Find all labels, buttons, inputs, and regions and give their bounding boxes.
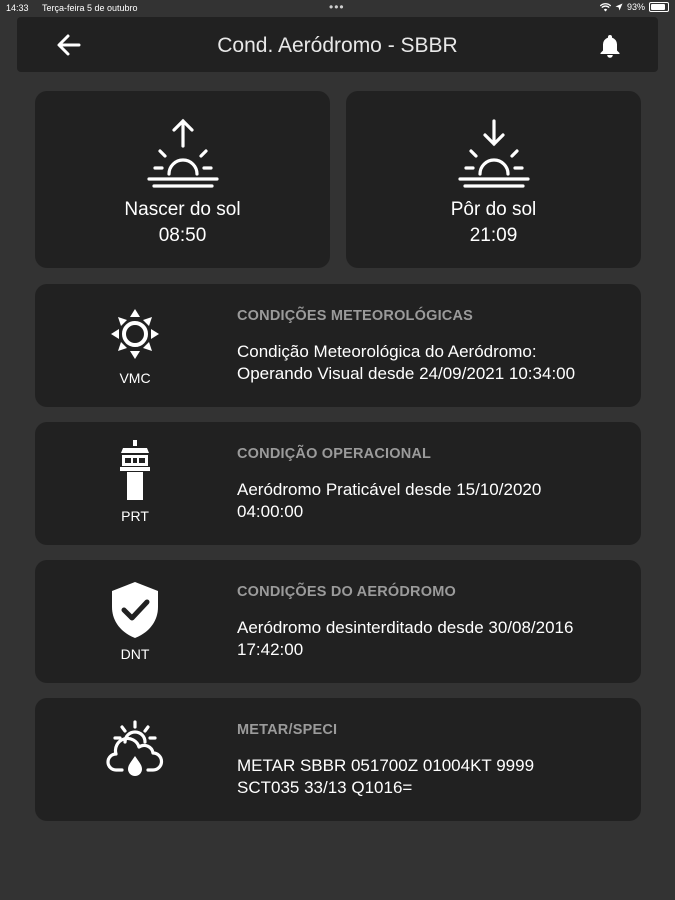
sun-icon xyxy=(108,306,162,362)
meteorological-conditions-card[interactable] xyxy=(35,284,641,407)
card-code: VMC xyxy=(119,370,151,386)
battery-percent: 93% xyxy=(626,2,645,12)
battery-icon xyxy=(649,2,669,12)
status-time: 14:33 xyxy=(6,3,29,13)
page-title: Cond. Aeródromo - SBBR xyxy=(217,34,458,57)
card-icon-area xyxy=(95,444,175,534)
operational-condition-card[interactable] xyxy=(35,422,641,545)
sunrise-label: Nascer do sol xyxy=(124,199,241,220)
metar-speci-card[interactable] xyxy=(35,698,641,821)
card-code: PRT xyxy=(121,508,149,524)
sunset-card xyxy=(346,91,641,268)
control-tower-icon xyxy=(108,440,162,502)
sunset-label: Pôr do sol xyxy=(450,199,537,220)
sunrise-time: 08:50 xyxy=(158,225,207,246)
card-body: Condição Meteorológica do Aeródromo: Operando Visual desde 24/09/2021 10:34:00 xyxy=(237,342,576,383)
multitask-dots[interactable]: ••• xyxy=(329,0,345,14)
card-icon-area xyxy=(95,582,175,672)
card-heading: METAR/SPECI xyxy=(237,722,338,738)
card-heading: CONDIÇÕES DO AERÓDROMO xyxy=(237,584,456,600)
shield-check-icon xyxy=(108,580,162,640)
card-heading: CONDIÇÃO OPERACIONAL xyxy=(237,446,432,462)
card-body: Aeródromo desinterditado desde 30/08/2016 17:42:00 xyxy=(237,618,574,659)
sunrise-icon xyxy=(146,116,220,188)
card-heading: CONDIÇÕES METEOROLÓGICAS xyxy=(237,308,474,324)
status-indicators xyxy=(600,2,669,12)
sunset-time: 21:09 xyxy=(469,225,518,246)
status-date: Terça-feira 5 de outubro xyxy=(42,3,138,13)
app-header xyxy=(17,17,658,72)
card-body: METAR SBBR 051700Z 01004KT 9999 SCT035 33/13 Q1016= xyxy=(237,756,535,797)
card-icon-area xyxy=(95,720,175,810)
sunrise-card xyxy=(35,91,330,268)
sunset-icon xyxy=(457,116,531,188)
status-bar xyxy=(0,0,675,16)
bell-icon[interactable] xyxy=(597,33,623,59)
wifi-icon xyxy=(600,3,611,12)
card-code: DNT xyxy=(120,646,150,662)
card-icon-area xyxy=(95,306,175,396)
location-icon xyxy=(615,3,623,11)
weather-cloud-sun-rain-icon xyxy=(106,720,164,780)
aerodrome-conditions-card[interactable] xyxy=(35,560,641,683)
card-body: Aeródromo Praticável desde 15/10/2020 04:00:00 xyxy=(237,480,542,521)
